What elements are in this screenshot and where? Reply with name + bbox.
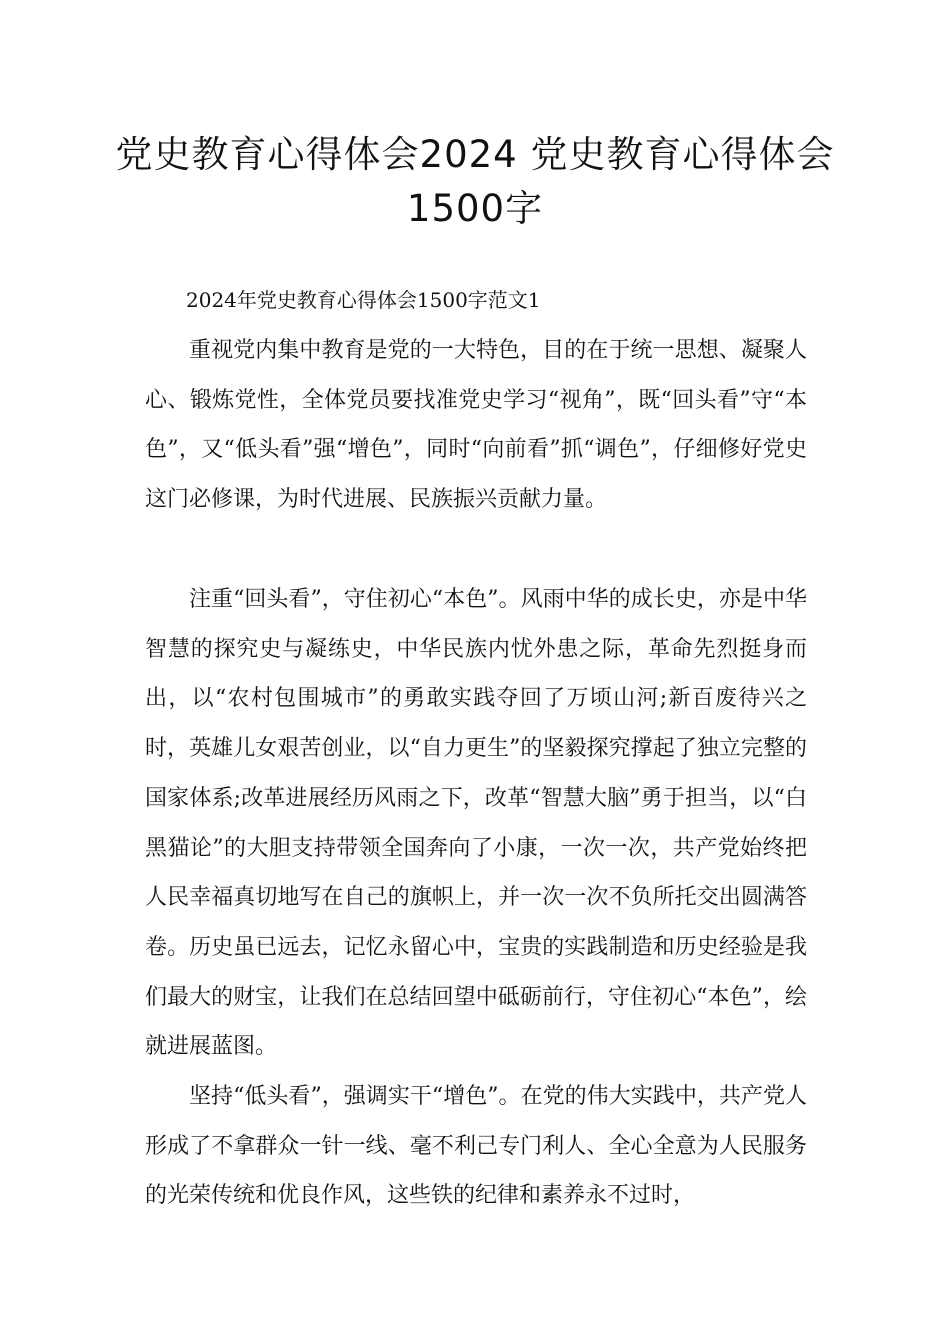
paragraph-look-down: 坚持“低头看”，强调实干“增色”。在党的伟大实践中，共产党人形成了不拿群众一针一线、毫不利己专门利人、全心全意为人民服务的光荣传统和优良作风，这些铁的纪律和素养永不过时，: [145, 1084, 807, 1209]
paragraph-intro: 重视党内集中教育是党的一大特色，目的在于统一思想、凝聚人心、锻炼党性，全体党员要找准党史学习“视角”，既“回头看”守“本色”，又“低头看”强“增色”，同时“向前看”抓“调色”，仔细修好党史这门必修课，为时代进展、民族振兴贡献力量。: [145, 338, 807, 513]
paragraph-look-back: 注重“回头看”，守住初心“本色”。风雨中华的成长史，亦是中华智慧的探究史与凝练史，中华民族内忧外患之际，革命先烈挺身而出，以“农村包围城市”的勇敢实践夺回了万顷山河;新百废待兴之时，英雄儿女艰苦创业，以“自力更生”的坚毅探究撑起了独立完整的国家体系;改革进展经历风雨之下，改革“智慧大脑”勇于担当，以“白黑猫论”的大胆支持带领全国奔向了小康，一次一次，共产党始终把人民幸福真切地写在自己的旗帜上，并一次一次不负所托交出圆满答卷。历史虽已远去，记忆永留心中，宝贵的实践制造和历史经验是我们最大的财宝，让我们在总结回望中砥砺前行，守住初心“本色”，绘就进展蓝图。: [145, 587, 807, 1060]
document-title: 党史教育心得体会2024 党史教育心得体会1500字: [115, 133, 835, 230]
document-subtitle: 2024年党史教育心得体会1500字范文1: [186, 288, 541, 312]
